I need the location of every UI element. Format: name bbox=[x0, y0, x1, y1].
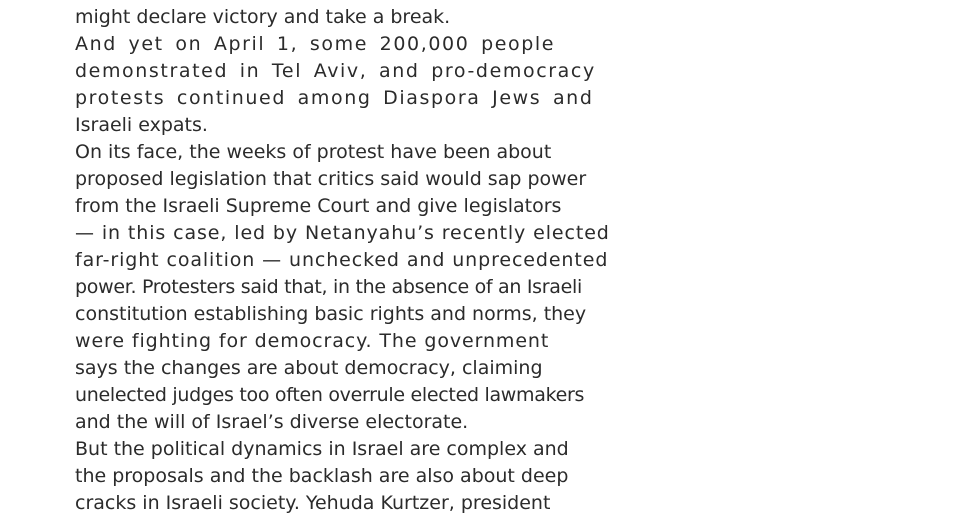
text-line-11: power. Protesters said that, in the absence of an Israeli bbox=[75, 276, 582, 298]
text-line-12: constitution establishing basic rights and norms, they bbox=[75, 303, 587, 325]
text-line-15: unelected judges too often overrule elected lawmakers bbox=[75, 384, 585, 406]
text-line-5: Israeli expats. bbox=[75, 114, 208, 136]
text-line-10: far-right coalition — unchecked and unprecedented bbox=[75, 249, 609, 271]
text-line-17: But the political dynamics in Israel are complex and bbox=[75, 438, 569, 460]
text-line-6: On its face, the weeks of protest have been about bbox=[75, 141, 552, 163]
text-line-7: proposed legislation that critics said would sap power bbox=[75, 168, 587, 190]
text-line-13: were fighting for democracy. The government bbox=[75, 330, 550, 352]
text-line-4: protests continued among Diaspora Jews and bbox=[75, 87, 594, 109]
text-line-19: cracks in Israeli society. Yehuda Kurtzer, president bbox=[75, 492, 551, 514]
text-line-3: demonstrated in Tel Aviv, and pro-democracy bbox=[75, 60, 596, 82]
text-line-1: might declare victory and take a break. bbox=[75, 6, 451, 28]
text-line-16: and the will of Israel’s diverse electorate. bbox=[75, 411, 469, 433]
text-line-2: And yet on April 1, some 200,000 people bbox=[75, 33, 556, 55]
text-line-9: — in this case, led by Netanyahu’s recently elected bbox=[75, 222, 610, 244]
text-line-18: the proposals and the backlash are also about deep bbox=[75, 465, 569, 487]
text-line-14: says the changes are about democracy, claiming bbox=[75, 357, 543, 379]
text-line-8: from the Israeli Supreme Court and give legislators bbox=[75, 195, 562, 217]
